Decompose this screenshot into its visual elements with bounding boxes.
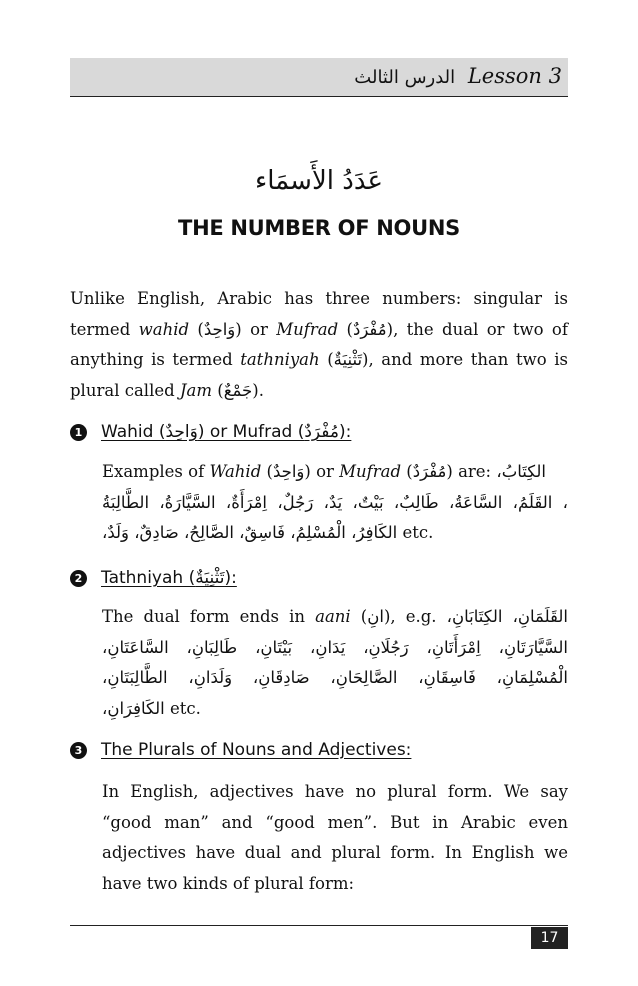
section2-paragraph — [102, 602, 568, 724]
section1-line1: Examples of Wahid (وَاحِدٌ) or Mufrad (مُفْرَدٌ) are: الكِتَابُ، — [102, 462, 546, 481]
s1-wahid-arabic: وَاحِدٌ — [272, 462, 305, 481]
section2-line1: The dual form ends in aani (انِ), e.g. القَلَمَانِ، الكِتَابَانِ، — [102, 607, 568, 626]
page-header — [70, 58, 568, 97]
section2-bullet: 2 — [70, 570, 87, 587]
s2-etc: etc. — [164, 698, 201, 718]
intro-or: or — [241, 319, 277, 339]
term-wahid-arabic: وَاحِدٌ — [203, 319, 236, 339]
s1-etc: etc. — [397, 523, 434, 542]
header-arabic: الدرس الثالث — [354, 67, 456, 88]
section1-line3 — [102, 518, 568, 549]
s2-aani-arabic: انِ — [367, 607, 384, 626]
s1-or: or — [310, 462, 340, 481]
term-wahid: wahid — [138, 319, 190, 339]
s1-mufrad: Mufrad — [339, 462, 402, 481]
section1-heading — [70, 422, 568, 442]
s2-aani: aani — [315, 607, 351, 626]
intro-text-1: Unlike English, Arabic has three numbers: singular is termed — [70, 289, 568, 339]
term-tathniyah-arabic: تَثْنِيَةٌ — [333, 350, 363, 369]
title-arabic: عَدَدُ الأَسمَاء — [254, 166, 384, 196]
term-mufrad-arabic: مُفْرَدٌ — [352, 319, 387, 339]
s1-line1-arabic: الكِتَابُ، — [496, 462, 546, 481]
section1-paragraph — [102, 457, 568, 549]
section2-line2: السَّيَّارَتَانِ، اِمْرَأَتَانِ، رَجُلَانِ، يَدَانِ، بَيْتَانِ، طَالِبَانِ، السَّاعَتَانِ، — [102, 637, 568, 657]
section3-heading — [70, 740, 568, 760]
section1-line2: ، القَلَمُ، السَّاعَةُ، طَالِبٌ، بَيْتٌ، يَدٌ، رَجُلٌ، اِمْرَأَةٌ، السَّيَّارَةُ، الطَّالِبَةُ — [102, 492, 568, 512]
term-tathniyah: tathniyah — [240, 350, 320, 369]
section2-heading — [70, 568, 568, 588]
section1-bullet: 1 — [70, 424, 87, 441]
s2-line1-arabic: القَلَمَانِ، الكِتَابَانِ، — [446, 607, 568, 626]
s1-mufrad-arabic: مُفْرَدٌ — [412, 462, 447, 481]
term-jam-arabic: جَمْعٌ — [223, 380, 253, 400]
term-mufrad: Mufrad — [276, 319, 339, 339]
section2-line4 — [102, 694, 568, 725]
s2-line4-arabic: الكَافِرَانِ، — [102, 698, 165, 718]
term-jam: Jam — [179, 380, 213, 400]
page-number: 17 — [531, 927, 568, 949]
s1-line3-arabic: الكَافِرُ، الْمُسْلِمُ، فَاسِقٌ، الصَّالِحُ، صَادِقٌ، وَلَدٌ، — [102, 523, 398, 542]
s2-dual-text: The dual form ends in — [102, 607, 316, 626]
intro-text-4: . — [258, 380, 264, 400]
header-lesson: Lesson 3 — [467, 64, 562, 88]
section3-heading-text: The Plurals of Nouns and Adjectives: — [101, 740, 412, 760]
intro-text-2: , the dual or two of anything is termed — [70, 319, 568, 369]
s1-examples-text: Examples of — [102, 462, 210, 481]
footer-rule — [70, 925, 568, 926]
section2-heading-text: Tathniyah (تَثْنِيَةٌ): — [101, 568, 237, 588]
intro-text-3: , and more than two is plural called — [70, 350, 568, 400]
section3-bullet: 3 — [70, 742, 87, 759]
section3-paragraph: In English, adjectives have no plural form. We say “good man” and “good men”. But in Arabic even adjectives have dual and plural form. In English we have two kinds of plural form: — [102, 782, 568, 893]
s2-eg: , e.g. — [390, 607, 447, 626]
header-title — [354, 64, 562, 88]
title-english: THE NUMBER OF NOUNS — [178, 216, 460, 240]
s1-wahid: Wahid — [209, 462, 262, 481]
s1-are: are: — [452, 462, 497, 481]
intro-paragraph: Unlike English, Arabic has three numbers: singular is termed wahid (وَاحِدٌ) or Mufrad (مُفْرَدٌ), the dual or two of anything is termed tathniyah (تَثْنِيَةٌ), and more than two is plural called Jam (جَمْعٌ). — [70, 289, 568, 400]
section1-heading-text: Wahid (وَاحِدٌ) or Mufrad (مُفْرَدٌ): — [101, 422, 352, 442]
section2-line3: الْمُسْلِمَانِ، فَاسِقَانِ، الصَّالِحَانِ، صَادِقَانِ، وَلَدَانِ، الطَّالِبَتَانِ، — [102, 668, 568, 687]
